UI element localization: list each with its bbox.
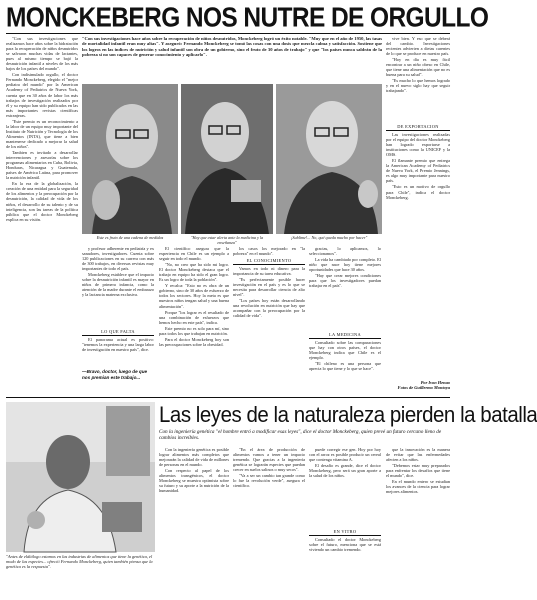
paragraph: Este premio no es solo para mí, sino para todos los que trabajan en nutrición. bbox=[159, 325, 229, 336]
paragraph: Con respecto al papel de los alimentos transgénicos, el doctor Monckeberg se muestra optimista sobre su futuro y su aporte a la nutrición de la humanidad. bbox=[159, 468, 229, 494]
paragraph: El desafío es grande, dice el doctor Monckeberg, pero será un gran aporte a la salud de los niños. bbox=[309, 463, 381, 479]
article-column-7 bbox=[159, 447, 229, 597]
paragraph: La vida ha cambiado por completo. El niño que nace hoy tiene mejores oportunidades que hace 30 años. bbox=[309, 257, 381, 273]
article-column-1 bbox=[6, 36, 78, 396]
paragraph: "En el área de producción de alimentos vamos a tener un impacto tremendo. Que gracias a la ingeniería genética se lograrán especies que puedan crecer en suelos salinos o muy secos". bbox=[233, 447, 305, 473]
paragraph: "El chileno es una persona que aprecia lo que tiene y lo que se hace". bbox=[309, 361, 381, 372]
paragraph: Para el doctor Monckeberg hoy son las preocupaciones sobre la obesidad. bbox=[159, 336, 229, 347]
portrait-illustration bbox=[82, 84, 178, 234]
paragraph: Consultado sobre las comparaciones que hay con otros países, el doctor Monckeberg indica que Chile es el ejemplo. bbox=[309, 340, 381, 361]
paragraph: puede corregir ese gen. Hoy por hoy con el arroz es posible producir un cereal que contenga vitamina A. bbox=[309, 447, 381, 463]
subhead-rule bbox=[386, 130, 450, 131]
article-column-6 bbox=[386, 36, 450, 122]
section-separator bbox=[6, 397, 450, 398]
subhead-rule bbox=[309, 338, 381, 339]
portrait-illustration bbox=[276, 84, 382, 234]
paragraph: "Hay que crear mejores condiciones para que los investigadores puedan trabajar en el país". bbox=[309, 273, 381, 289]
paragraph: El panorama actual es positivo: "tenemos la experiencia y una larga labor de investigación en nuestro país", dice. bbox=[82, 337, 154, 353]
article-column-2b bbox=[82, 337, 154, 367]
paragraph: Porque "los lograr es el resultado de una combinación de esfuerzos que hemos hecho en este país", indica. bbox=[159, 309, 229, 325]
paragraph: El flamante premio que entrega la American Academy of Pediatrics de Nueva York, el Premio Jennings, es algo muy importante para nuestro país. bbox=[386, 158, 450, 184]
paragraph: "Esto es un motivo de orgullo para Chile", indica el doctor Monckeberg. bbox=[386, 184, 450, 200]
paragraph: que la innovación es la manera de evitar que las enfermedades afecten a los niños. bbox=[386, 447, 450, 463]
portrait-illustration bbox=[181, 84, 273, 234]
article-column-3 bbox=[159, 246, 229, 396]
intro-text: "Con sus investigaciones hace años sobre la recuperación de niños desnutridos, Monckeberg logró un éxito notable. "Muy que en el año de 1950, las tasas de mortalidad infantil eran muy altas". Y aseguró: Fernando Monckeberg se tomó las cosas con una dosis que mezcla calma y satisfacción. Sostiene que los logros en las índices de nutrición y salud infantil son obra de un gobierno, sino el fruto de 30 años de trabajo" y que "los países nunca saldrán de la pobreza si no son capaces de generar conocimiento y aplicarlo". bbox=[82, 36, 382, 58]
article-column-9 bbox=[309, 447, 381, 527]
paragraph: "Es perfectamente posible hacer investigación en el país y es lo que se necesita para desarrollar ciencia de alto nivel". bbox=[233, 277, 305, 298]
paragraph: "Los países hoy están desarrollando una revolución en nutrición que hay que acompañar con la preocupación por la calidad de vida". bbox=[233, 298, 305, 319]
paragraph: El científico asegura que la experiencia en Chile es un ejemplo a seguir en todo el mundo. bbox=[159, 246, 229, 262]
subhead-rule bbox=[82, 335, 154, 336]
pull-quote: —Bravo, doctor, luego de que nos premian este trabajo... bbox=[82, 369, 148, 380]
paragraph: gracias, lo aplicamos, lo seleccionamos". bbox=[309, 246, 381, 257]
paragraph: "Hoy en día es muy fácil encontrar a un niño obeso en Chile, que tiene una alimentación que no es buena para su salud". bbox=[386, 57, 450, 78]
article-column-4b bbox=[233, 266, 305, 396]
subhead-rule bbox=[309, 535, 381, 536]
subhead-la-medicina: LA MEDICINA bbox=[329, 332, 361, 337]
paragraph: Consultado el doctor Monckeberg sobre el futuro, menciona que se está viviendo un cambio tremendo. bbox=[309, 537, 381, 553]
paragraph: "Debemos estar muy preparados para enfrentar los desafíos que tiene el mundo", dice. bbox=[386, 463, 450, 479]
byline: Por Ivon Henao Fotos de Guillermo Montoya bbox=[397, 380, 450, 391]
paragraph: Con indisimulado orgullo, el doctor Fernando Monckeberg, elegido el "mejor pediatra del mundo" por la American Academy of Pediatrics de Nueva York, cuenta que en 30 años de labor los más trabajos de investigación realizados por él y su equipo han sido publicados en las más importantes revistas científicas extranjeras. bbox=[6, 72, 78, 118]
headline-2: Las leyes de la naturaleza pierden la batalla bbox=[159, 402, 537, 427]
paragraph: y profesor adherente en pediatría y ex sanadores, investigadores. Cuenta sobre 120 publicaciones en su carrera con más de 300 trabajos, en diversas revistas muy importantes de todo el país. bbox=[82, 246, 154, 272]
photo-portrait-1 bbox=[82, 84, 178, 234]
headline: MONCKEBERG NOS NUTRE DE ORGULLO bbox=[6, 3, 489, 34]
paragraph: En la era de la globalización, la creación de una entidad para la seguridad de los alimentos y la preocupación por la desnutrición, la calidad de vida de los niños, el desarrollo de su talento y de su inteligencia, son las tareas de la política pública que el doctor Monckeberg explica en su visión. bbox=[6, 181, 78, 222]
paragraph: los casos los mejorado en "la pobreza" en el mundo". bbox=[233, 246, 305, 257]
subhead-el-conocimiento: EL CONOCIMIENTO bbox=[246, 258, 292, 263]
photo-portrait-2 bbox=[181, 84, 273, 234]
headline-rule bbox=[6, 33, 450, 34]
paragraph: vive bien. Y eso que se deberá del cambio. Investigaciones recientes advierten a dietas carentes de lo que se produce en nuestro país. bbox=[386, 36, 450, 57]
paragraph: Las investigaciones realizadas por el equipo del doctor Monckeberg han logrado exportarse a instituciones como la UNICEF y la OMS. bbox=[386, 132, 450, 158]
subhead-rule bbox=[233, 264, 305, 265]
article-column-2 bbox=[82, 246, 154, 328]
photo-caption-3: ¡Sublime!... No, qué queda mucho por hacer" bbox=[290, 235, 368, 240]
paragraph: "Con sus investigaciones que realizamos hace años sobre la hidratación para la recuperación de niños desnutridos se salvaron muchas vidas de lactantes, pues al mismo tiempo se bajó la desnutrición infantil a niveles de los más bajos de los países del mundo". bbox=[6, 36, 78, 72]
article-column-9b bbox=[309, 537, 381, 597]
paragraph: Con la ingeniería genética es posible lograr alimentos más completos que mejorarán la calidad de vida de millones de personas en el mundo. bbox=[159, 447, 229, 468]
paragraph: Y recalca: "Esto no es obra de un gobierno, sino de 30 años de esfuerzo de todos los sectores. Hoy la meta es que nuestros niños tengan salud y una buena alimentación". bbox=[159, 283, 229, 309]
photo-caption-4: "Antes de eldiálogo estamos en las industrias de alimentos que tiene la genética, el modo de las especies... ofreció Fernando Monckeberg, quien también piensa que la genética es la respuesta". bbox=[6, 554, 153, 569]
subhead-lo-que-falta: LO QUE FALTA bbox=[101, 329, 135, 334]
subhead-en-vitro: EN VITRO bbox=[333, 529, 357, 534]
paragraph: "Es mucho lo que hemos logrado y en el nuevo siglo hay que seguir trabajando". bbox=[386, 78, 450, 94]
lede-2: Con la ingeniería genética "el hombre entró a modificar esas leyes", dice el doctor Monckeberg, quien prevé un futuro cercano lleno de cambios increíbles. bbox=[159, 429, 442, 441]
paragraph: "No, no creo que ha sido mi logro. El doctor Monckeberg destaca que el trabajo en equipo ha sido el gran logro. Es un logro de toda la población". bbox=[159, 262, 229, 283]
article-column-5b bbox=[309, 340, 381, 396]
scientist-illustration bbox=[6, 402, 155, 552]
paragraph: En el mundo entero se estudian los avances de la ciencia para lograr mejores alimentos. bbox=[386, 479, 450, 495]
article-column-6b bbox=[386, 132, 450, 378]
subhead-de-exportacion: DE EXPORTACION bbox=[397, 124, 439, 129]
photo-scientist bbox=[6, 402, 155, 552]
paragraph: "Va a ser un cambio tan grande como lo fue la revolución verde", asegura el científico. bbox=[233, 473, 305, 489]
article-column-10 bbox=[386, 447, 450, 597]
article-column-5 bbox=[309, 246, 381, 330]
paragraph: Vamos en todo ni dinero para la importancia de su tarea educativa. bbox=[233, 266, 305, 277]
paragraph: Tambien es invitado a desarrollar intervenciones y asesorías sobre los programas alimentarios en Cuba, Bolivia, Honduras, Nicaragua y Guatemala, países de América Latina, para promover la nutrición infantil. bbox=[6, 150, 78, 181]
paragraph: "Este premio es un reconocimiento a la labor de un equipo muy importante del Instituto de Nutrición y Tecnología de los Alimentos (INTA), que tiene a bien mantenerse dedicado a mejorar la salud de los niños". bbox=[6, 118, 78, 149]
photo-caption-1: Este es fruto de una cadena de medidas bbox=[96, 235, 164, 240]
photo-caption-2: "Hay que estar alerta ante la medicina y la enseñanza" bbox=[190, 235, 264, 245]
article-column-8 bbox=[233, 447, 305, 597]
paragraph: Monckeberg establece que el impacto sobre la desnutrición infantil es mayor en niños de primera infancia, como la atención de la madre durante el embarazo y la lactancia materna exclusiva. bbox=[82, 272, 154, 298]
article-column-4 bbox=[233, 246, 305, 256]
photo-portrait-3 bbox=[276, 84, 382, 234]
